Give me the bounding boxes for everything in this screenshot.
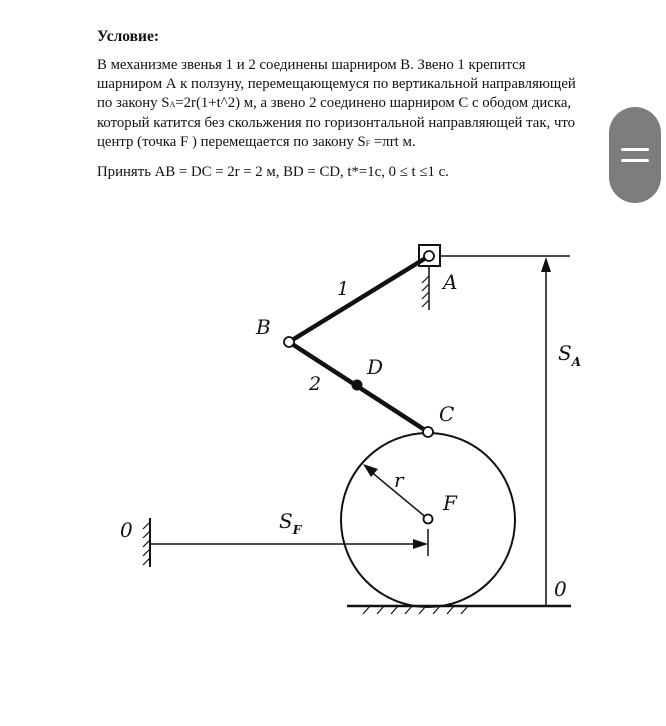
label-c: C [439,402,455,426]
joint-d [352,380,363,391]
joint-c [423,427,433,437]
sa-arrow-head [541,257,551,272]
statement-line-1: В механизме звенья 1 и 2 соединены шарниром В. Звено 1 крепится [97,57,526,73]
law-a-prefix: по закону S [97,95,170,111]
label-a: A [443,270,458,294]
label-sa [558,341,581,369]
sf-arrow-head [413,539,428,549]
label-sf [279,509,303,537]
label-sa-main: S [558,341,572,365]
wall-hatching [143,522,150,565]
label-sa-sub: A [571,355,582,369]
problem-heading: Условие: [97,28,159,45]
label-sf-main: S [279,509,293,533]
law-f-prefix: центр (точка F ) перемещается по закону S [97,134,366,150]
label-f: F [443,491,457,515]
law-a-subscript: A [169,100,176,109]
given-values: Принять АВ = DС = 2r = 2 м, ВD = СD, t*=1c, 0 ≤ t ≤1 c. [97,164,449,180]
label-link-1: 1 [337,278,350,300]
law-a-suffix: =2r(1+t^2) м, а звено 2 соединено шарниром С с ободом диска, [175,95,572,111]
link-1 [289,256,429,342]
label-b: B [256,315,271,339]
joint-b [284,337,294,347]
label-sf-sub: F [292,523,302,537]
label-r: r [394,468,404,492]
label-d: D [367,355,384,379]
joint-a [424,251,434,261]
label-link-2: 2 [309,373,322,395]
statement-line-4: который катится без скольжения по горизонтальной направляющей так, что [97,115,576,131]
label-origin-left: 0 [120,518,133,542]
guide-hatching [422,276,429,307]
center-f [424,515,433,524]
statement-line-2: шарниром А к ползуну, перемещающемуся по вертикальной направляющей [97,76,576,92]
label-origin-right: 0 [554,577,567,601]
law-f-subscript: F [365,139,371,148]
law-f-suffix: =πrt м. [370,134,416,150]
